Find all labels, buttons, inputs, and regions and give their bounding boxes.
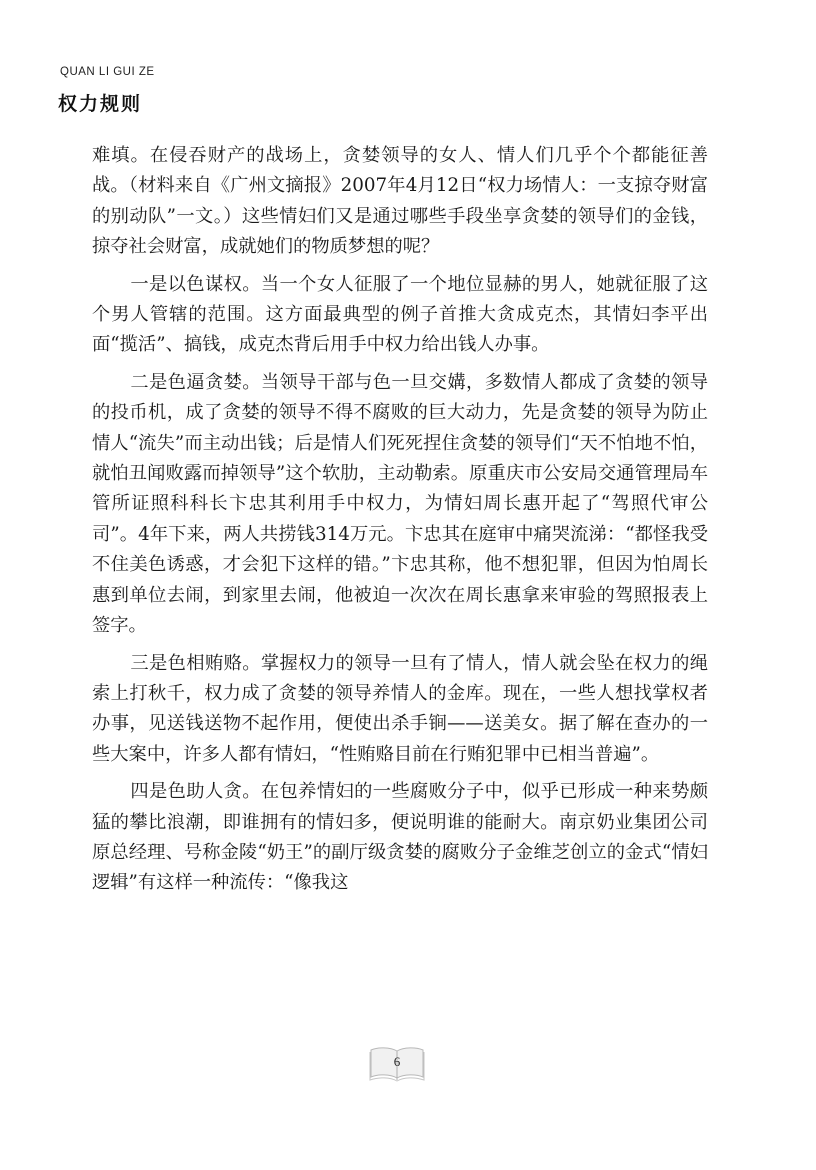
header-pinyin: QUAN LI GUI ZE	[60, 66, 155, 78]
paragraph-text: 二是色逼贪婪。当领导干部与色一旦交媾，多数情人都成了贪婪的领导的投币机，成了贪婪的领导不得不腐败的巨大动力，先是贪婪的领导为防止情人“流失”而主动出钱；后是情人们死死捏住贪婪的领导们“天不怕地不怕，就怕丑闻败露而掉领导”这个软肋，主动勒索。原重庆市公安局交通管理局车管所证照科科长卞忠其利用手中权力，为情妇周长惠开起了“驾照代审公司”。4年下来，两人共捞钱314万元。卞忠其在庭审中痛哭流涕：“都怪我受不住美色诱惑，才会犯下这样的错。”卞忠其称，他不想犯罪，但因为怕周长惠到单位去闹，到家里去闹，他被迫一次次在周长惠拿来审验的驾照报表上签字。	[92, 371, 708, 637]
paragraph	[92, 141, 708, 263]
body-text	[92, 141, 708, 906]
paragraph	[92, 368, 708, 642]
paragraph	[92, 649, 708, 771]
book-title: 权力规则	[58, 93, 143, 115]
paragraph-text: 难填。在侵吞财产的战场上，贪婪领导的女人、情人们几乎个个都能征善战。（材料来自《广州文摘报》2007年4月12日“权力场情人：一支掠夺财富的别动队”一文。）这些情妇们又是通过哪些手段坐享贪婪的领导们的金钱，掠夺社会财富，成就她们的物质梦想的呢？	[92, 145, 708, 258]
paragraph	[92, 777, 708, 899]
paragraph-text: 一是以色谋权。当一个女人征服了一个地位显赫的男人，她就征服了这个男人管辖的范围。这方面最典型的例子首推大贪成克杰，其情妇李平出面“揽活”、搞钱，成克杰背后用手中权力给出钱人办事。	[92, 273, 708, 356]
page-number: 6	[393, 1054, 401, 1069]
paragraph	[92, 270, 708, 361]
paragraph-text: 三是色相贿赂。掌握权力的领导一旦有了情人，情人就会坠在权力的绳索上打秋千，权力成了贪婪的领导养情人的金库。现在，一些人想找掌权者办事，见送钱送物不起作用，便使出杀手锏——送美女。据了解在查办的一些大案中，许多人都有情妇，“性贿赂目前在行贿犯罪中已相当普遍”。	[92, 652, 708, 765]
page-footer	[368, 1044, 426, 1082]
paragraph-text: 四是色助人贪。在包养情妇的一些腐败分子中，似乎已形成一种来势颇猛的攀比浪潮，即谁拥有的情妇多，便说明谁的能耐大。南京奶业集团公司原总经理、号称金陵“奶王”的副厅级贪婪的腐败分子金维芝创立的金式“情妇逻辑”有这样一种流传：“像我这	[92, 781, 708, 894]
